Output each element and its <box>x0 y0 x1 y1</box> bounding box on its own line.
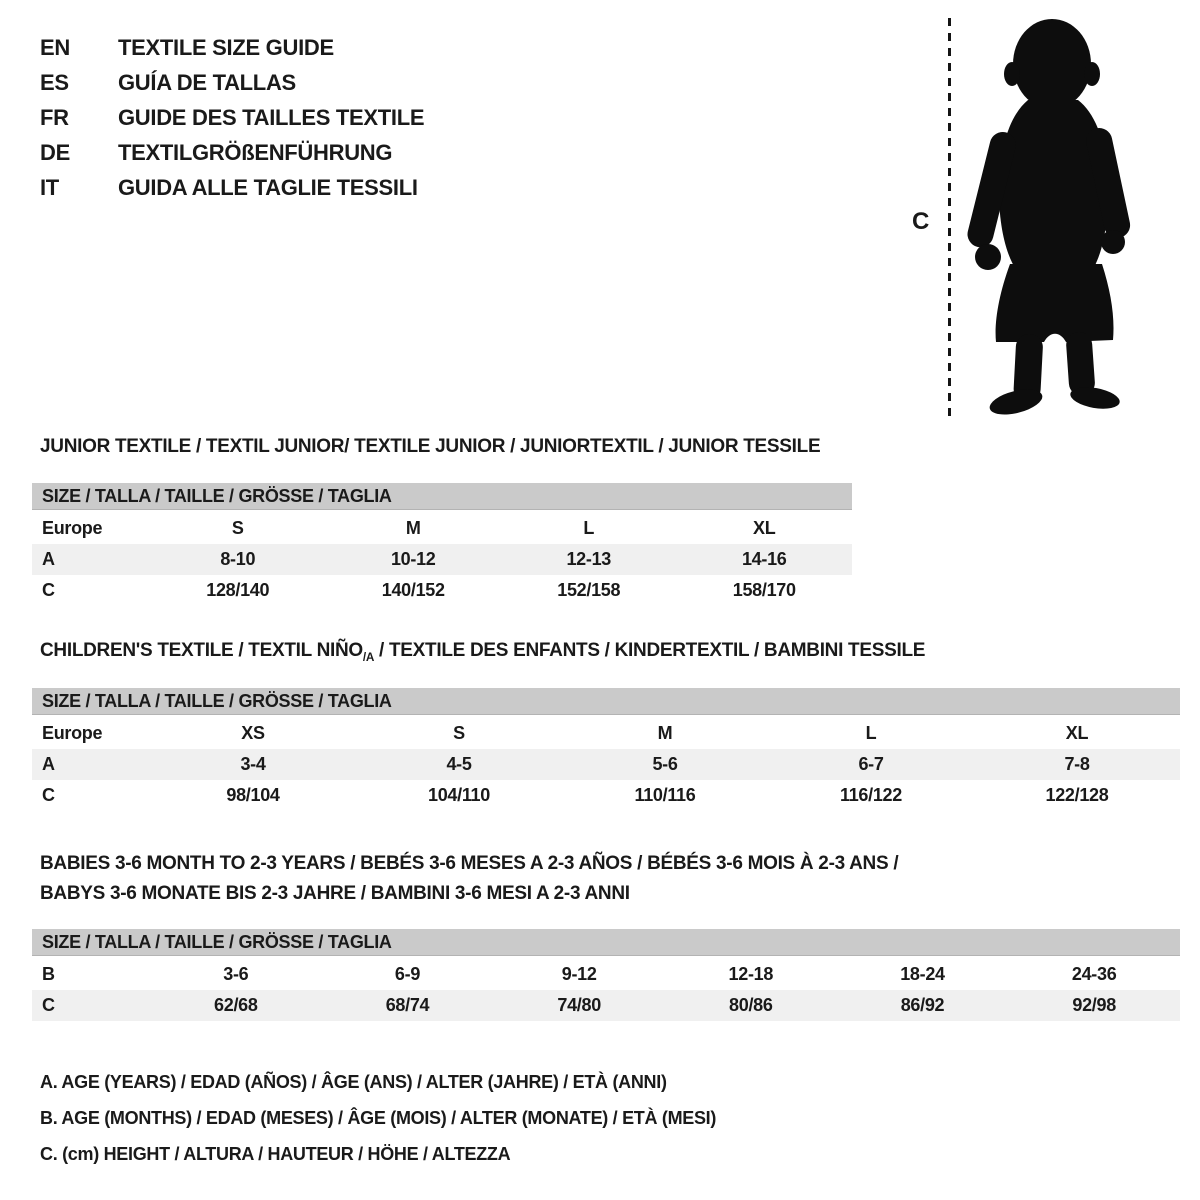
value-cell: 5-6 <box>652 754 678 774</box>
value-cell: 12-18 <box>728 964 774 984</box>
guide-title: TEXTILE SIZE GUIDE <box>118 34 334 60</box>
value-cell: 92/98 <box>1072 995 1116 1015</box>
value-cell: 122/128 <box>1045 785 1109 805</box>
table-row <box>32 575 852 606</box>
language-title-list <box>40 30 424 205</box>
junior-size-table <box>32 483 852 606</box>
value-cell: S <box>453 723 465 743</box>
row-label: A <box>42 754 55 774</box>
value-cell: M <box>657 723 673 743</box>
children-heading-sub: /A <box>362 650 375 664</box>
lang-code: DE <box>40 139 70 165</box>
size-header-bar: SIZE / TALLA / TAILLE / GRÖSSE / TAGLIA <box>32 688 1180 715</box>
lang-row-es <box>40 65 424 100</box>
row-label: C <box>42 785 55 805</box>
guide-title: GUIDE DES TAILLES TEXTILE <box>118 104 425 130</box>
junior-section-heading: JUNIOR TEXTILE / TEXTIL JUNIOR/ TEXTILE JUNIOR / JUNIORTEXTIL / JUNIOR TESSILE <box>40 436 821 457</box>
lang-code: FR <box>40 104 69 130</box>
children-heading-pre: CHILDREN'S TEXTILE / TEXTIL NIÑO <box>40 640 363 661</box>
babies-heading-line2: BABYS 3-6 MONATE BIS 2-3 JAHRE / BAMBINI 3-6 MESI A 2-3 ANNI <box>40 883 630 904</box>
value-cell: 18-24 <box>900 964 945 984</box>
lang-code: IT <box>40 174 59 200</box>
value-cell: 128/140 <box>206 580 270 600</box>
row-label: Europe <box>42 723 103 743</box>
table-row <box>32 544 852 575</box>
value-cell: L <box>865 723 877 743</box>
legend-line-c: C. (cm) HEIGHT / ALTURA / HAUTEUR / HÖHE / ALTEZZA <box>40 1144 511 1164</box>
value-cell: 98/104 <box>226 785 280 805</box>
value-cell: 104/110 <box>428 785 490 805</box>
lang-row-it <box>40 170 424 205</box>
value-cell: 110/116 <box>634 785 696 805</box>
children-size-table <box>32 688 1180 811</box>
value-cell: 8-10 <box>220 549 256 569</box>
value-cell: L <box>583 518 595 538</box>
table-row <box>32 780 1180 811</box>
value-cell: S <box>231 518 244 538</box>
value-cell: 158/170 <box>732 580 796 600</box>
babies-size-table <box>32 929 1180 1021</box>
row-label: C <box>42 995 55 1015</box>
value-cell: 9-12 <box>561 964 597 984</box>
guide-title: GUÍA DE TALLAS <box>118 69 296 95</box>
value-cell: 4-5 <box>446 754 472 774</box>
value-cell: 24-36 <box>1071 964 1117 984</box>
value-cell: 68/74 <box>385 995 430 1015</box>
value-cell: 7-8 <box>1064 754 1090 774</box>
height-measure-dashed-line <box>948 18 951 416</box>
value-cell: XL <box>753 518 776 538</box>
value-cell: 10-12 <box>390 549 436 569</box>
row-label: B <box>42 964 55 984</box>
value-cell: 62/68 <box>214 995 258 1015</box>
row-label: C <box>42 580 55 600</box>
lang-code: EN <box>40 34 70 60</box>
value-cell: 14-16 <box>741 549 787 569</box>
legend-line-a: A. AGE (YEARS) / EDAD (AÑOS) / ÂGE (ANS) / ALTER (JAHRE) / ETÀ (ANNI) <box>40 1072 667 1092</box>
legend-line-b: B. AGE (MONTHS) / EDAD (MESES) / ÂGE (MOIS) / ALTER (MONATE) / ETÀ (MESI) <box>40 1108 717 1128</box>
lang-row-en <box>40 30 424 65</box>
guide-title: GUIDA ALLE TAGLIE TESSILI <box>118 174 418 200</box>
value-cell: XS <box>241 723 265 743</box>
value-cell: 86/92 <box>900 995 945 1015</box>
row-label: A <box>42 549 55 569</box>
size-header-bar: SIZE / TALLA / TAILLE / GRÖSSE / TAGLIA <box>32 929 1180 956</box>
lang-row-fr <box>40 100 424 135</box>
children-heading-post: / TEXTILE DES ENFANTS / KINDERTEXTIL / BAMBINI TESSILE <box>374 640 926 661</box>
value-cell: 80/86 <box>729 995 773 1015</box>
toddler-silhouette <box>966 14 1136 419</box>
lang-row-de <box>40 135 424 170</box>
table-row <box>32 718 1180 749</box>
value-cell: M <box>405 518 421 538</box>
measurement-legend <box>40 1064 716 1172</box>
value-cell: XL <box>1065 723 1089 743</box>
value-cell: 74/80 <box>557 995 601 1015</box>
value-cell: 3-6 <box>223 964 249 984</box>
value-cell: 6-7 <box>858 754 884 774</box>
lang-code: ES <box>40 69 69 95</box>
value-cell: 6-9 <box>394 964 421 984</box>
table-row <box>32 513 852 544</box>
measure-label-c: C <box>912 208 930 235</box>
table-row <box>32 749 1180 780</box>
table-row <box>32 959 1180 990</box>
value-cell: 116/122 <box>840 785 902 805</box>
value-cell: 140/152 <box>381 580 445 600</box>
value-cell: 12-13 <box>566 549 612 569</box>
size-header-bar: SIZE / TALLA / TAILLE / GRÖSSE / TAGLIA <box>32 483 852 510</box>
guide-title: TEXTILGRÖßENFÜHRUNG <box>118 139 393 165</box>
value-cell: 3-4 <box>240 754 266 774</box>
value-cell: 152/158 <box>557 580 621 600</box>
babies-heading-line1: BABIES 3-6 MONTH TO 2-3 YEARS / BEBÉS 3-6 MESES A 2-3 AÑOS / BÉBÉS 3-6 MOIS À 2-3 ANS / <box>40 853 899 874</box>
babies-section-heading <box>40 849 898 909</box>
row-label: Europe <box>42 518 103 538</box>
children-section-heading <box>40 640 925 664</box>
table-row <box>32 990 1180 1021</box>
